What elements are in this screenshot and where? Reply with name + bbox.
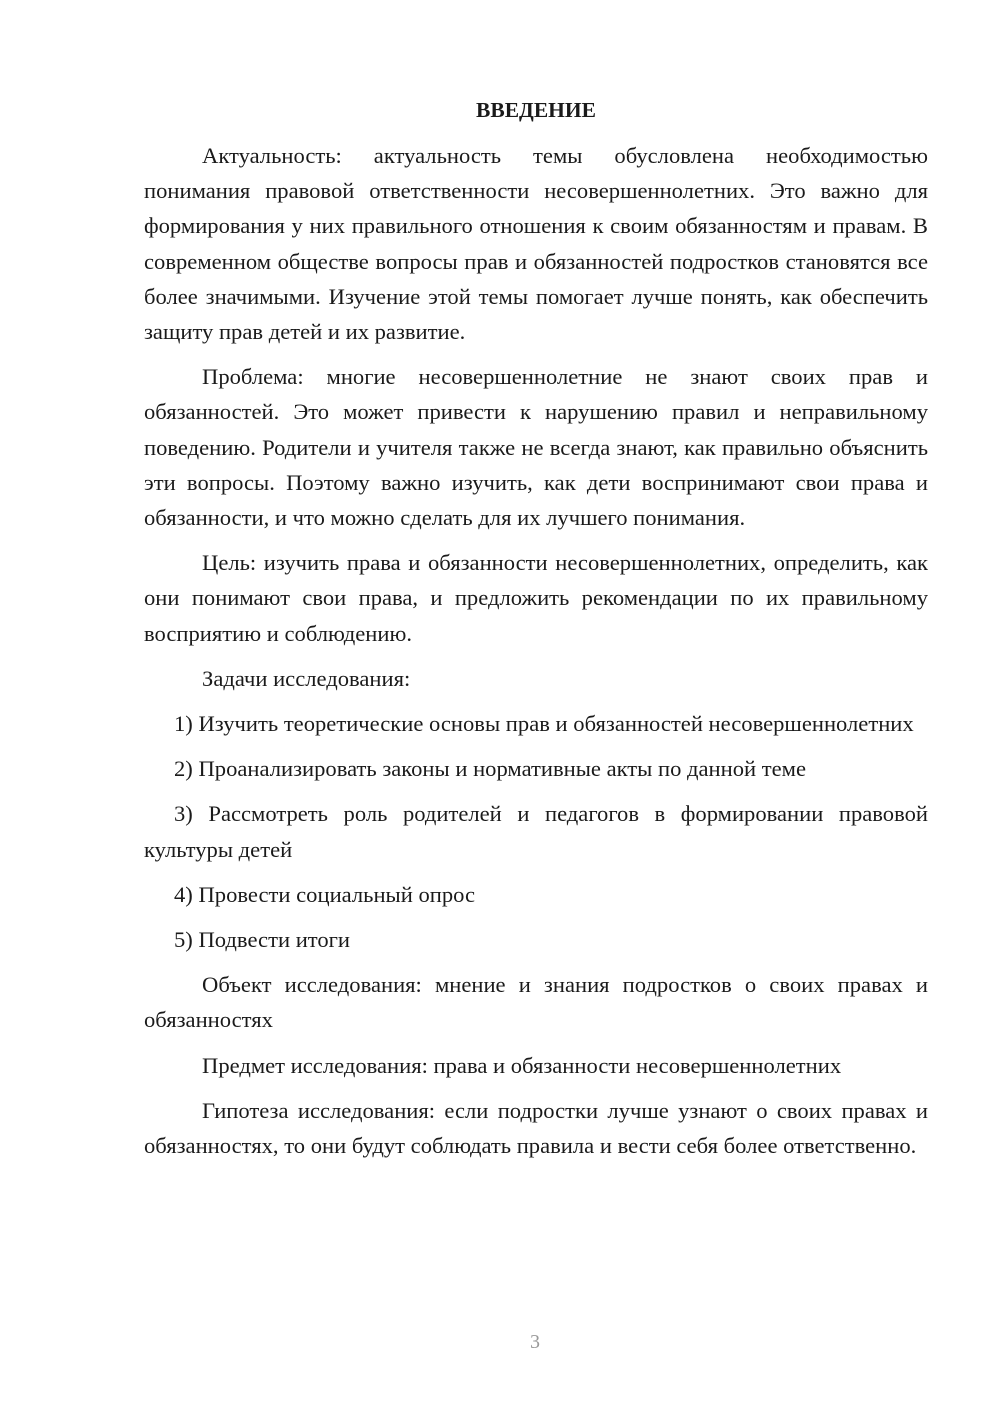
- paragraph-goal: Цель: изучить права и обязанности несовершеннолетних, определить, как они понимают свои права, и предложить рекомендации по их правильному восприятию и соблюдению.: [144, 550, 928, 646]
- page-title: ВВЕДЕНИЕ: [476, 98, 596, 122]
- paragraph-hypothesis: Гипотеза исследования: если подростки лучше узнают о своих правах и обязанностях, то они будут соблюдать правила и вести себя более ответственно.: [144, 1097, 928, 1159]
- list-item: 4) Провести социальный опрос: [174, 881, 476, 907]
- paragraph-object: Объект исследования: мнение и знания подростков о своих правах и обязанностях: [144, 972, 928, 1033]
- list-item: 2) Проанализировать законы и нормативные акты по данной теме: [174, 756, 807, 782]
- paragraph-relevance: Актуальность: актуальность темы обусловлена необходимостью понимания правовой ответственности несовершеннолетних. Это важно для формирования у них правильного отношения к своим обязанностям и правам. В современном обществе вопросы прав и обязанностей подростков становятся все более значимыми. Изучение этой темы помогает лучше понять, как обеспечить защиту прав детей и их развитие.: [144, 143, 928, 345]
- page-number: 3: [530, 1331, 540, 1353]
- list-item: 1) Изучить теоретические основы прав и обязанностей несовершеннолетних: [174, 711, 914, 737]
- list-item: 3) Рассмотреть роль родителей и педагогов в формировании правовой культуры детей: [144, 801, 928, 862]
- paragraph-problem: Проблема: многие несовершеннолетние не знают своих прав и обязанностей. Это может привести к нарушению правил и неправильному поведению. Родители и учителя также не всегда знают, как правильно объяснить эти вопросы. Поэтому важно изучить, как дети воспринимают свои права и обязанности, и что можно сделать для их лучшего понимания.: [144, 364, 928, 531]
- paragraph-subject: Предмет исследования: права и обязанности несовершеннолетних: [202, 1052, 842, 1078]
- tasks-list: [144, 706, 928, 957]
- page-content: [144, 92, 928, 1173]
- tasks-heading: Задачи исследования:: [202, 665, 411, 691]
- list-item: 5) Подвести итоги: [174, 927, 351, 953]
